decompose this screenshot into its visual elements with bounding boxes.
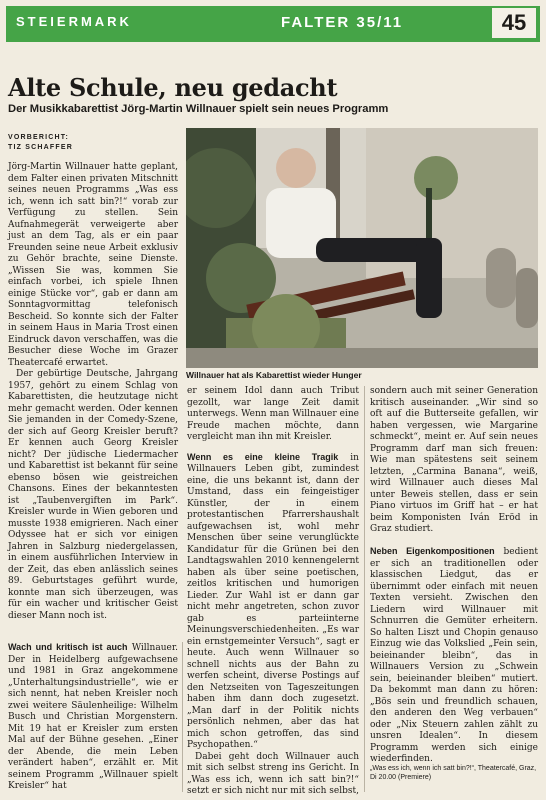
article-photo xyxy=(186,128,538,368)
section-name: STEIERMARK xyxy=(16,14,132,29)
article-headline: Alte Schule, neu gedacht xyxy=(8,73,338,103)
run-in-heading: Wenn es eine kleine Tragik xyxy=(187,451,339,462)
issue-label: FALTER 35/11 xyxy=(281,14,404,31)
paragraph: er seinem Idol dann auch Tribut gezollt, war lange Zeit damit unterwegs. Wenn man Willnauer eine Freude machen möchte, dann vergleicht man ihn mit Kreisler. xyxy=(187,386,359,442)
paragraph xyxy=(187,452,359,752)
column-3 xyxy=(370,386,538,536)
paragraph: Jörg-Martin Willnauer hatte geplant, dem Falter einen privaten Mitschnitt seines neuen Programms „Was ess ich, wenn ich satt bin?!“ vorab zur Verfügung zu stellen. Sein Aufnahmegerät verweigerte aber just an dem Tag, als er ein paar Freunden seine neue Arbeit exklusiv zu Gehör brachte, seine Dienste. „Wissen Sie was, kommen Sie einfach vorbei, ich spiele Ihnen einige Stücke vor“, gab er dann am Sonntagvormittag telefonisch Bescheid. So konnte sich der Falter in seinem Haus in Maria Trost einen Eindruck davon verschaffen, was die Besucher diese Woche im Grazer Theatercafé erwartet. xyxy=(8,162,178,368)
column-1 xyxy=(8,162,178,622)
paragraph: Der gebürtige Deutsche, Jahrgang 1957, gehört zu einem Schlag von Kabarettisten, die heutzutage nicht mehr gemacht werden. Oder kennen Sie jemanden in der Comedy-Szene, der sich auf Georg Kreisler beruft? Er kennen auch Georg Kreisler nicht? Der jüdische Liedermacher und Kabarettist ist bekannt für seine ebenso bösen wie geistreichen Chansons. Eines der bekanntesten ist „Taubenvergiften im Park“. Kreisler wurde in Wien geboren und musste 1938 emigrieren. Nach einer Odyssee hat er sich vor einigen Jahren in Salzburg niedergelassen, in einem ausführlichen Interview in der Zeit, das eben anlässlich seines 89. Geburtstages geführt wurde, konnte man sich überzeugen, was für ein wacher und kritischer Geist dieser Mann noch ist. xyxy=(8,369,178,621)
paragraph xyxy=(8,642,178,793)
paragraph: Dabei geht doch Willnauer auch mit sich selbst streng ins Gericht. In „Was ess ich, wenn ich satt bin?!“ setzt er sich nicht nur mit sich selbst, xyxy=(187,751,359,796)
paragraph-text: in Willnauers Leben gibt, zumindest eine, die uns bekannt ist, dann der Umstand, dass ein feingeistiger Künstler, der in einem protestantischen Pfarrershaushalt aufgewachsen ist, wohl mehr Menschen über seine verunglückte Kandidatur für die Grünen bei den Landtagswahlen 2010 kennengelernt haben als über seine poetischen, zeitlos kritischen und humorigen Lieder. Zur Wahl ist er dann gar nicht mehr angetreten, schon zuvor gab es parteiinterne Meinungsverschiedenheiten. „Es war ein ernstgemeinter Versuch“, sagt er heute. Auch wenn Willnauer so schnell nichts aus der Bahn zu werfen scheint, diverse Postings auf den Netzseiten von Tageszeitungen haben ihm dann doch zugesetzt. „Man darf in der Politik nichts persönlich nehmen, aber das hat mich schon getroffen, das sind Psychopathen.“ xyxy=(187,452,359,750)
byline xyxy=(8,133,158,153)
byline-label: VORBERICHT: xyxy=(8,134,70,141)
page-number: 45 xyxy=(492,8,536,38)
byline-author: TIZ SCHAFFER xyxy=(8,144,73,151)
column-divider xyxy=(182,642,183,792)
paragraph xyxy=(370,546,538,766)
section-header-bar xyxy=(6,6,540,42)
photo-caption: Willnauer hat als Kabarettist wieder Hunger xyxy=(186,370,362,380)
column-divider xyxy=(364,386,365,792)
run-in-heading: Neben Eigenkompositionen xyxy=(370,546,495,556)
column-2 xyxy=(187,386,359,798)
paragraph: sondern auch mit seiner Generation kritisch auseinander. „Wir sind so oft auf die Butterseite gefallen, wir haben vergessen, wie Margarine schmeckt“, meint er. Auf sein neues Programm darf man sich freuen: Wie man spätestens seit seinem letzten, „Carmina Banana“, weiß, wird Willnauer auch dieses Mal unter Beweis stellen, dass er sein Piano virtuos im Griff hat – er hat beim Komponisten Iván Eröd in Graz studiert. xyxy=(370,386,538,534)
photo-illustration xyxy=(186,128,538,368)
article-subhead: Der Musikkabarettist Jörg-Martin Willnauer spielt sein neues Programm xyxy=(8,103,389,115)
column-3-continued xyxy=(370,546,538,766)
column-1-continued xyxy=(8,642,178,793)
paragraph-text: Willnauer. Der in Heidelberg aufgewachsene und 1981 in Graz angekommene „Unterhaltungsindustrielle“, wie er sich nennt, hat neben Kreisler noch zwei weitere Säulenheilige: Wilhelm Busch und Christian Morgenstern. Mit 19 hat er Kreisler zum ersten Mal auf der Bühne gesehen. „Einer der Abende, die mein Leben verändert haben“, erzählt er. Mit seinem Programm „Willnauer spielt Kreisler“ hat xyxy=(8,643,178,791)
run-in-heading: Wach und kritisch ist auch xyxy=(8,642,128,652)
paragraph-text: bedient er sich an traditionellen oder klassischen Liedgut, das er übernimmt oder einfach mit neuen Texten versieht. Zwischen den Liedern wird Willnauer mit Schnurren die Gemüter erheitern. So halten Liszt und Chopin genauso Einzug wie das Volkslied „Fein sein, beieinander bleibn“, das in Willnauers Version zu „Schwein sein, beieinander bleiben“ mutiert. Da bekommt man dann zu hören: „Bös sein und freundlich schauen, den anderen den Weg verbauen“ oder „Nix Steuern zahlen zählt zu unsren Idealen“. In diesem Programm werden sich einige wiederfinden. xyxy=(370,547,538,764)
event-info: „Was ess ich, wenn ich satt bin?!“, Theatercafé, Graz, Di 20.00 (Premiere) xyxy=(370,765,537,781)
